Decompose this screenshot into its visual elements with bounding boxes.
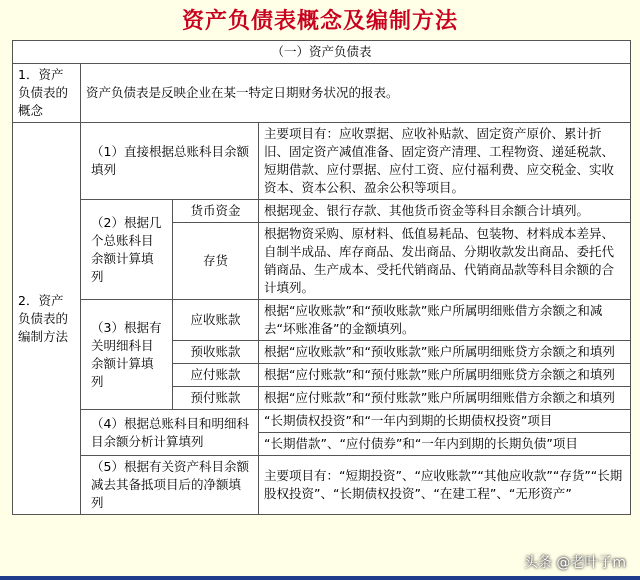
method-2-item: 货币资金 [173, 200, 259, 223]
method-4-row [13, 410, 631, 433]
concept-row [13, 64, 631, 123]
method-1-row [13, 123, 631, 200]
method-label: 2．资产负债表的编制方法 [13, 123, 81, 515]
method-2-row [13, 200, 631, 223]
method-3-row [13, 300, 631, 341]
method-2-text: 根据现金、银行存款、其他货币资金等科目余额合计填列。 [259, 200, 631, 223]
method-3-item: 应付账款 [173, 364, 259, 387]
method-3-text: 根据“应收账款”和“预收账款”账户所属明细账贷方余额之和填列 [259, 341, 631, 364]
bottom-bar [0, 576, 640, 580]
table-header-row [13, 41, 631, 64]
method-5-row [13, 456, 631, 515]
method-3-label: （3）根据有关明细科目余额计算填列 [81, 300, 173, 410]
method-2-item: 存货 [173, 223, 259, 300]
method-3-text: 根据“应收账款”和“预收账款”账户所属明细账借方余额之和减去“坏账准备”的金额填列。 [259, 300, 631, 341]
method-5-label: （5）根据有关资产科目余额减去其备抵项目后的净额填列 [81, 456, 259, 515]
method-4-label: （4）根据总账科目和明细科目余额分析计算填列 [81, 410, 259, 456]
table-header: （一）资产负债表 [13, 41, 631, 64]
method-3-text: 根据“应付账款”和“预付账款”账户所属明细账贷方余额之和填列 [259, 364, 631, 387]
method-5-text: 主要项目有：“短期投资”、“应收账款”“其他应收款”“存货”“长期股权投资”、“长期债权投资”、“在建工程”、“无形资产” [259, 456, 631, 515]
page-title: 资产负债表概念及编制方法 [181, 8, 458, 34]
method-3-item: 预收账款 [173, 341, 259, 364]
method-2-label: （2）根据几个总账科目余额计算填列 [81, 200, 173, 300]
method-4-text: “长期债权投资”和“一年内到期的长期债权投资”项目 [259, 410, 631, 433]
method-2-text: 根据物资采购、原材料、低值易耗品、包装物、材料成本差异、自制半成品、库存商品、发出商品、分期收款发出商品、委托代销商品、生产成本、受托代销商品、代销商品款等科目余额的合计填列。 [259, 223, 631, 300]
method-1-text: 主要项目有：应收票据、应收补贴款、固定资产原价、累计折旧、固定资产减值准备、固定资产清理、工程物资、递延税款、短期借款、应付票据、应付工资、应付福利费、应交税金、实收资本、资本公积、盈余公积等项目。 [259, 123, 631, 200]
method-1-label: （1）直接根据总账科目余额填列 [81, 123, 259, 200]
method-3-text: 根据“应付账款”和“预付账款”账户所属明细账借方余额之和填列 [259, 387, 631, 410]
balance-sheet-table [12, 40, 631, 515]
concept-text: 资产负债表是反映企业在某一特定日期财务状况的报表。 [81, 64, 631, 123]
method-4-text: “长期借款”、“应付债券”和“一年内到期的长期负债”项目 [259, 433, 631, 456]
watermark: 头条 @老叶子m [523, 555, 626, 571]
method-3-item: 预付账款 [173, 387, 259, 410]
concept-label: 1．资产负债表的概念 [13, 64, 81, 123]
method-3-item: 应收账款 [173, 300, 259, 341]
